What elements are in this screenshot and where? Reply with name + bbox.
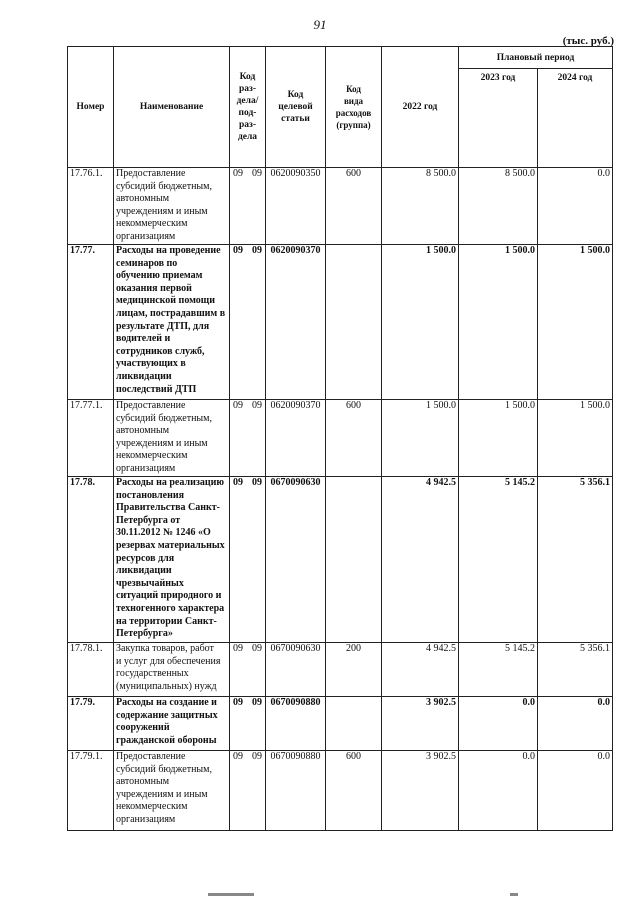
section-code: 09 — [233, 697, 243, 708]
row-target-code: 0670090880 — [266, 697, 326, 751]
row-amount-2022: 3 902.5 — [382, 751, 459, 831]
row-name: Предоставление субсидий бюджетным, автономным учреждениям и иным некоммерческим организациям — [114, 168, 230, 245]
section-code: 09 — [233, 643, 243, 654]
row-expense-code: 200 — [326, 643, 382, 697]
subsection-code: 09 — [252, 697, 262, 708]
subsection-code: 09 — [252, 245, 262, 256]
row-number: 17.78.1. — [68, 643, 114, 697]
row-target-code: 0620090370 — [266, 400, 326, 477]
table-row — [68, 245, 613, 400]
table-row — [68, 643, 613, 697]
row-expense-code — [326, 477, 382, 643]
row-number: 17.76.1. — [68, 168, 114, 245]
row-name: Закупка товаров, работ и услуг для обеспечения государственных (муниципальных) нужд — [114, 643, 230, 697]
subsection-code: 09 — [252, 168, 262, 179]
row-section-code — [230, 400, 266, 477]
row-number: 17.77. — [68, 245, 114, 400]
row-amount-2024: 0.0 — [538, 697, 613, 751]
header-name: Наименование — [114, 47, 230, 168]
row-amount-2023: 0.0 — [459, 751, 538, 831]
row-section-code — [230, 697, 266, 751]
subsection-code: 09 — [252, 751, 262, 762]
row-amount-2022: 3 902.5 — [382, 697, 459, 751]
header-section-code: Код раз- дела/ под- раз- дела — [230, 47, 266, 168]
row-number: 17.77.1. — [68, 400, 114, 477]
row-amount-2022: 1 500.0 — [382, 245, 459, 400]
budget-table — [67, 46, 613, 831]
subsection-code: 09 — [252, 400, 262, 411]
subsection-code: 09 — [252, 643, 262, 654]
row-number: 17.79. — [68, 697, 114, 751]
table-row — [68, 400, 613, 477]
row-amount-2022: 8 500.0 — [382, 168, 459, 245]
row-section-code — [230, 643, 266, 697]
header-year-2023: 2023 год — [459, 69, 538, 168]
table-row — [68, 477, 613, 643]
row-amount-2023: 5 145.2 — [459, 643, 538, 697]
scan-mark — [208, 893, 254, 896]
row-amount-2023: 5 145.2 — [459, 477, 538, 643]
page-number: 91 — [313, 17, 327, 32]
row-amount-2023: 0.0 — [459, 697, 538, 751]
header-number: Номер — [68, 47, 114, 168]
row-amount-2024: 0.0 — [538, 751, 613, 831]
row-target-code: 0620090350 — [266, 168, 326, 245]
row-amount-2022: 4 942.5 — [382, 477, 459, 643]
table-row — [68, 168, 613, 245]
row-name: Предоставление субсидий бюджетным, автономным учреждениям и иным некоммерческим организациям — [114, 751, 230, 831]
row-target-code: 0620090370 — [266, 245, 326, 400]
row-expense-code: 600 — [326, 751, 382, 831]
section-code: 09 — [233, 400, 243, 411]
row-expense-code — [326, 697, 382, 751]
section-code: 09 — [233, 751, 243, 762]
row-amount-2023: 1 500.0 — [459, 400, 538, 477]
row-expense-code: 600 — [326, 168, 382, 245]
subsection-code: 09 — [252, 477, 262, 488]
row-amount-2024: 5 356.1 — [538, 643, 613, 697]
row-expense-code: 600 — [326, 400, 382, 477]
section-code: 09 — [233, 477, 243, 488]
row-section-code — [230, 168, 266, 245]
table-row — [68, 697, 613, 751]
header-year-2022: 2022 год — [382, 47, 459, 168]
row-amount-2024: 1 500.0 — [538, 245, 613, 400]
row-amount-2022: 1 500.0 — [382, 400, 459, 477]
header-expense-code: Код вида расходов (группа) — [326, 47, 382, 168]
row-section-code — [230, 751, 266, 831]
scan-mark — [510, 893, 518, 896]
row-amount-2024: 5 356.1 — [538, 477, 613, 643]
row-number: 17.79.1. — [68, 751, 114, 831]
row-section-code — [230, 477, 266, 643]
row-name: Расходы на реализацию постановления Правительства Санкт- Петербурга от 30.11.2012 № 1246 «О резервах материальных ресурсов для ликвидации чрезвычайных ситуаций природного и техногенного характера на территории Санкт- Петербурга» — [114, 477, 230, 643]
row-expense-code — [326, 245, 382, 400]
row-section-code — [230, 245, 266, 400]
row-name: Расходы на проведение семинаров по обучению приемам оказания первой медицинской помощи лицам, пострадавшим в результате ДТП, для водителей и сотрудников служб, участвующих в ликвидации последствий ДТП — [114, 245, 230, 400]
header-year-2024: 2024 год — [538, 69, 613, 168]
section-code: 09 — [233, 168, 243, 179]
row-target-code: 0670090630 — [266, 477, 326, 643]
row-amount-2024: 1 500.0 — [538, 400, 613, 477]
row-amount-2022: 4 942.5 — [382, 643, 459, 697]
section-code: 09 — [233, 245, 243, 256]
row-name: Расходы на создание и содержание защитных сооружений гражданской обороны — [114, 697, 230, 751]
table-row — [68, 751, 613, 831]
row-amount-2024: 0.0 — [538, 168, 613, 245]
table-header — [68, 47, 613, 168]
row-number: 17.78. — [68, 477, 114, 643]
row-target-code: 0670090880 — [266, 751, 326, 831]
header-target-code: Код целевой статьи — [266, 47, 326, 168]
header-planning-period: Плановый период — [459, 47, 613, 69]
row-amount-2023: 8 500.0 — [459, 168, 538, 245]
row-name: Предоставление субсидий бюджетным, автономным учреждениям и иным некоммерческим организациям — [114, 400, 230, 477]
table-body — [68, 168, 613, 831]
row-target-code: 0670090630 — [266, 643, 326, 697]
row-amount-2023: 1 500.0 — [459, 245, 538, 400]
units-label: (тыс. руб.) — [562, 35, 614, 47]
